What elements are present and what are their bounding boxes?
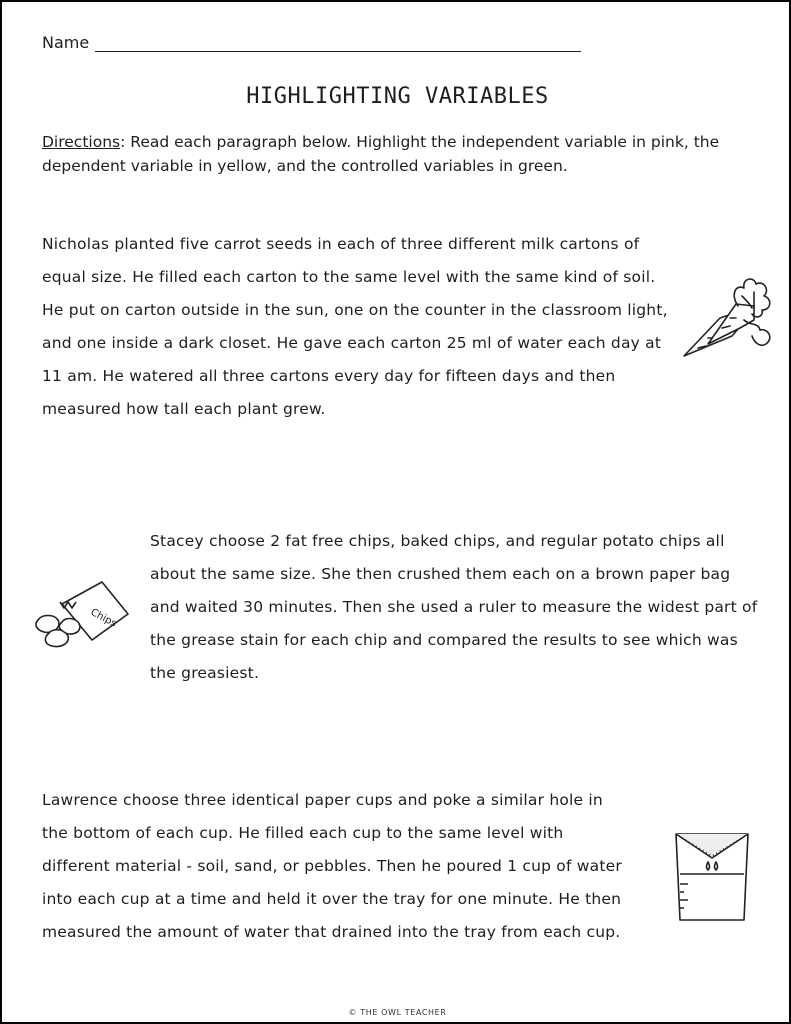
directions-text: : Read each paragraph below. Highlight the independent variable in pink, the dependent variable in yellow, and the controlled variables in green. <box>42 133 720 175</box>
beaker-icon <box>670 828 754 924</box>
chips-bag-label: Chips <box>88 606 119 630</box>
name-label: Name <box>42 33 90 52</box>
directions <box>42 130 762 178</box>
footer-copyright: © THE OWL TEACHER <box>348 1008 447 1017</box>
paragraph-stacey: Stacey choose 2 fat free chips, baked chips, and regular potato chips all about the same size. She then crushed them each on a brown paper bag and waited 30 minutes. Then she used a ruler to measure the widest part of the grease stain for each chip and compared the results to see which was the greasiest. <box>150 532 758 682</box>
paragraph-lawrence: Lawrence choose three identical paper cups and poke a similar hole in the bottom of each cup. He filled each cup to the same level with different material - soil, sand, or pebbles. Then he poured 1 cup of water into each cup at a time and held it over the tray for one minute. He then measured the amount of water that drained into the tray from each cup. <box>42 791 622 941</box>
directions-label: Directions <box>42 133 121 151</box>
page-title: HIGHLIGHTING VARIABLES <box>246 84 549 109</box>
carrot-icon <box>680 264 780 364</box>
name-blank-line[interactable] <box>95 33 581 52</box>
chips-bag-icon <box>32 574 132 654</box>
paragraph-nicholas: Nicholas planted five carrot seeds in each of three different milk cartons of equal size. He filled each carton to the same level with the same kind of soil. He put on carton outside in the sun, one on the counter in the classroom light, and one inside a dark closet. He gave each carton 25 ml of water each day at 11 am. He watered all three cartons every day for fifteen days and then measured how tall each plant grew. <box>42 235 668 418</box>
name-row <box>42 28 602 52</box>
